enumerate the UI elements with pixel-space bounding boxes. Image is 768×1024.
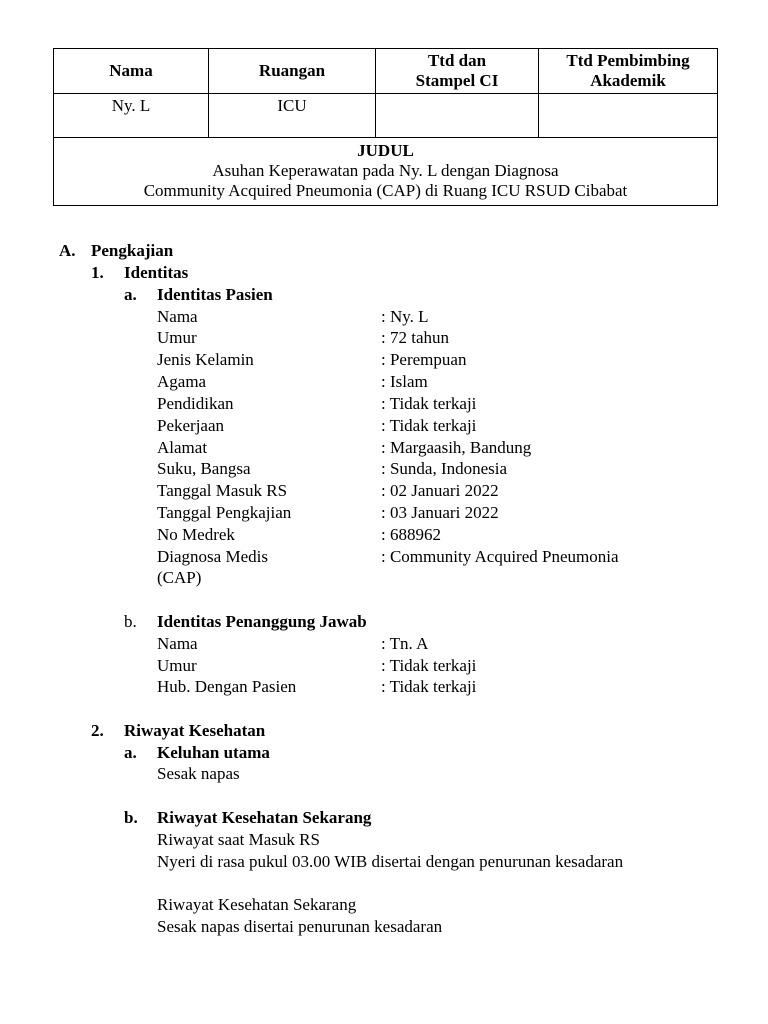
judul-cell bbox=[54, 138, 718, 206]
field-value: : Sunda, Indonesia bbox=[381, 459, 508, 478]
field-label: Agama bbox=[157, 372, 207, 391]
field-label: Tanggal Pengkajian bbox=[157, 503, 292, 522]
field-label: Tanggal Masuk RS bbox=[157, 481, 288, 500]
field-value: : Community Acquired Pneumonia bbox=[381, 547, 619, 566]
header-ttd-ci-line2: Stampel CI bbox=[415, 71, 499, 90]
judul-line-1: Asuhan Keperawatan pada Ny. L dengan Diagnosa bbox=[212, 161, 559, 180]
sub1-title: Identitas bbox=[124, 263, 189, 282]
field-label: Umur bbox=[157, 328, 197, 347]
sub1a-marker: a. bbox=[124, 285, 137, 304]
sub2-marker: 2. bbox=[91, 721, 104, 740]
field-value: : 02 Januari 2022 bbox=[381, 481, 499, 500]
header-table bbox=[53, 48, 718, 206]
riwayat-sekarang-text: Sesak napas disertai penurunan kesadaran bbox=[157, 917, 443, 936]
field-label: Diagnosa Medis bbox=[157, 547, 268, 566]
field-value: : Perempuan bbox=[381, 350, 467, 369]
sub2-title: Riwayat Kesehatan bbox=[124, 721, 266, 740]
field-value: : 688962 bbox=[381, 525, 441, 544]
section-a-title: Pengkajian bbox=[91, 241, 174, 260]
sub2a-title: Keluhan utama bbox=[157, 743, 270, 762]
field-label: Nama bbox=[157, 307, 198, 326]
keluhan-utama-text: Sesak napas bbox=[157, 764, 240, 783]
field-label: Nama bbox=[157, 634, 198, 653]
header-nama: Nama bbox=[54, 49, 209, 94]
section-a-marker: A. bbox=[59, 241, 76, 260]
sub2b-marker: b. bbox=[124, 808, 138, 827]
sub1b-marker: b. bbox=[124, 612, 137, 631]
sub1a-title: Identitas Pasien bbox=[157, 285, 273, 304]
field-value: : Tidak terkaji bbox=[381, 394, 477, 413]
cell-ruangan-value: ICU bbox=[209, 94, 376, 138]
field-value: : Tidak terkaji bbox=[381, 677, 477, 696]
header-ttd-pembimbing-line2: Akademik bbox=[590, 71, 666, 90]
field-label: Suku, Bangsa bbox=[157, 459, 251, 478]
sub1-marker: 1. bbox=[91, 263, 104, 282]
header-ttd-pembimbing-line1: Ttd Pembimbing bbox=[566, 51, 690, 70]
field-value: : Tn. A bbox=[381, 634, 429, 653]
field-value: : Tidak terkaji bbox=[381, 416, 477, 435]
header-ruangan: Ruangan bbox=[209, 49, 376, 94]
field-value: : 03 Januari 2022 bbox=[381, 503, 499, 522]
field-value: : 72 tahun bbox=[381, 328, 449, 347]
judul-line-2: Community Acquired Pneumonia (CAP) di Ruang ICU RSUD Cibabat bbox=[143, 181, 628, 200]
field-value: : Tidak terkaji bbox=[381, 656, 477, 675]
field-label: Alamat bbox=[157, 438, 208, 457]
cell-ttd-ci-empty bbox=[376, 94, 539, 138]
field-label: Jenis Kelamin bbox=[157, 350, 254, 369]
field-label: No Medrek bbox=[157, 525, 235, 544]
field-value: : Ny. L bbox=[381, 307, 429, 326]
riwayat-sekarang-title: Riwayat Kesehatan Sekarang bbox=[157, 895, 357, 914]
field-label: Umur bbox=[157, 656, 197, 675]
riwayat-masuk-title: Riwayat saat Masuk RS bbox=[157, 830, 320, 849]
diagnosa-wrap-text: (CAP) bbox=[157, 568, 202, 587]
sub2b-title: Riwayat Kesehatan Sekarang bbox=[157, 808, 372, 827]
sub2a-marker: a. bbox=[124, 743, 137, 762]
field-label: Pekerjaan bbox=[157, 416, 225, 435]
field-value: : Islam bbox=[381, 372, 428, 391]
header-ttd-ci-line1: Ttd dan bbox=[427, 51, 487, 70]
sub1b-title: Identitas Penanggung Jawab bbox=[157, 612, 367, 631]
cell-nama-value: Ny. L bbox=[54, 94, 209, 138]
riwayat-masuk-text: Nyeri di rasa pukul 03.00 WIB disertai dengan penurunan kesadaran bbox=[157, 852, 624, 871]
header-ttd-pembimbing bbox=[539, 49, 718, 94]
judul-label: JUDUL bbox=[357, 141, 414, 160]
field-label: Hub. Dengan Pasien bbox=[157, 677, 297, 696]
field-value: : Margaasih, Bandung bbox=[381, 438, 532, 457]
header-ttd-ci bbox=[376, 49, 539, 94]
cell-ttd-pembimbing-empty bbox=[539, 94, 718, 138]
field-label: Pendidikan bbox=[157, 394, 234, 413]
